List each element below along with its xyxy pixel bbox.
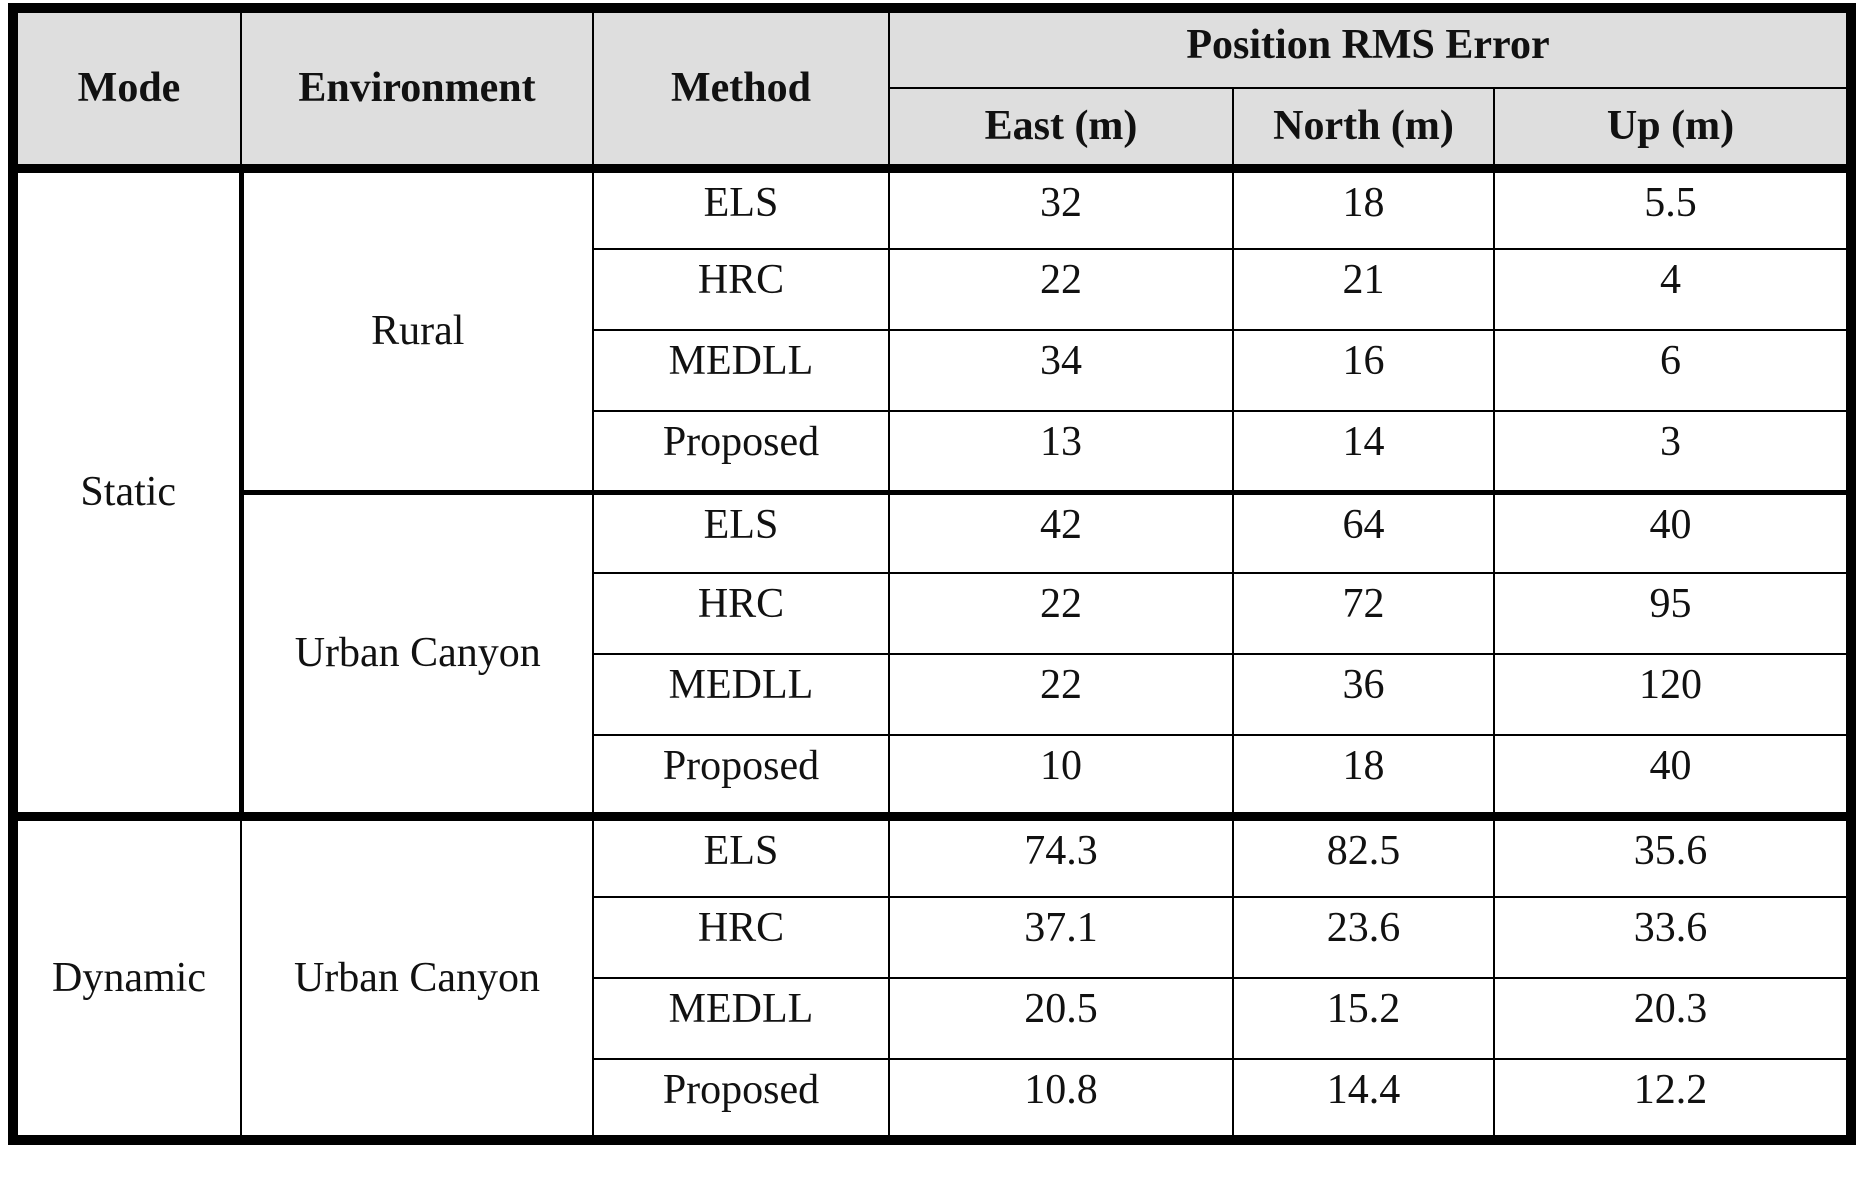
method-cell: ELS [593,492,889,573]
method-cell: Proposed [593,411,889,492]
up-cell: 6 [1494,330,1851,411]
rms-error-table [8,3,1856,1145]
east-cell: 13 [889,411,1233,492]
method-cell: HRC [593,897,889,978]
method-cell: MEDLL [593,330,889,411]
east-cell: 22 [889,573,1233,654]
north-cell: 21 [1233,249,1494,330]
environment-cell-urban-canyon: Urban Canyon [241,816,593,1140]
up-cell: 5.5 [1494,168,1851,249]
north-cell: 82.5 [1233,816,1494,897]
method-cell: Proposed [593,1059,889,1140]
table-row [13,168,1851,249]
header-method: Method [593,8,889,168]
table-row [13,816,1851,897]
east-cell: 10 [889,735,1233,816]
header-environment: Environment [241,8,593,168]
header-row [13,8,1851,88]
header-east: East (m) [889,88,1233,168]
east-cell: 22 [889,249,1233,330]
up-cell: 12.2 [1494,1059,1851,1140]
method-cell: MEDLL [593,978,889,1059]
north-cell: 64 [1233,492,1494,573]
east-cell: 37.1 [889,897,1233,978]
north-cell: 14 [1233,411,1494,492]
north-cell: 15.2 [1233,978,1494,1059]
method-cell: ELS [593,168,889,249]
north-cell: 23.6 [1233,897,1494,978]
environment-cell-urban-canyon: Urban Canyon [241,492,593,816]
up-cell: 33.6 [1494,897,1851,978]
method-cell: MEDLL [593,654,889,735]
north-cell: 36 [1233,654,1494,735]
up-cell: 95 [1494,573,1851,654]
header-position-rms-error: Position RMS Error [889,8,1851,88]
environment-cell-rural: Rural [241,168,593,492]
east-cell: 42 [889,492,1233,573]
header-mode: Mode [13,8,241,168]
north-cell: 14.4 [1233,1059,1494,1140]
north-cell: 18 [1233,735,1494,816]
up-cell: 4 [1494,249,1851,330]
up-cell: 40 [1494,735,1851,816]
up-cell: 20.3 [1494,978,1851,1059]
up-cell: 40 [1494,492,1851,573]
east-cell: 74.3 [889,816,1233,897]
header-up: Up (m) [1494,88,1851,168]
mode-cell-static: Static [13,168,241,816]
north-cell: 18 [1233,168,1494,249]
up-cell: 3 [1494,411,1851,492]
east-cell: 32 [889,168,1233,249]
mode-cell-dynamic: Dynamic [13,816,241,1140]
method-cell: ELS [593,816,889,897]
north-cell: 72 [1233,573,1494,654]
method-cell: HRC [593,573,889,654]
table-row [13,492,1851,573]
up-cell: 120 [1494,654,1851,735]
method-cell: Proposed [593,735,889,816]
east-cell: 22 [889,654,1233,735]
east-cell: 34 [889,330,1233,411]
header-north: North (m) [1233,88,1494,168]
method-cell: HRC [593,249,889,330]
east-cell: 10.8 [889,1059,1233,1140]
north-cell: 16 [1233,330,1494,411]
up-cell: 35.6 [1494,816,1851,897]
east-cell: 20.5 [889,978,1233,1059]
